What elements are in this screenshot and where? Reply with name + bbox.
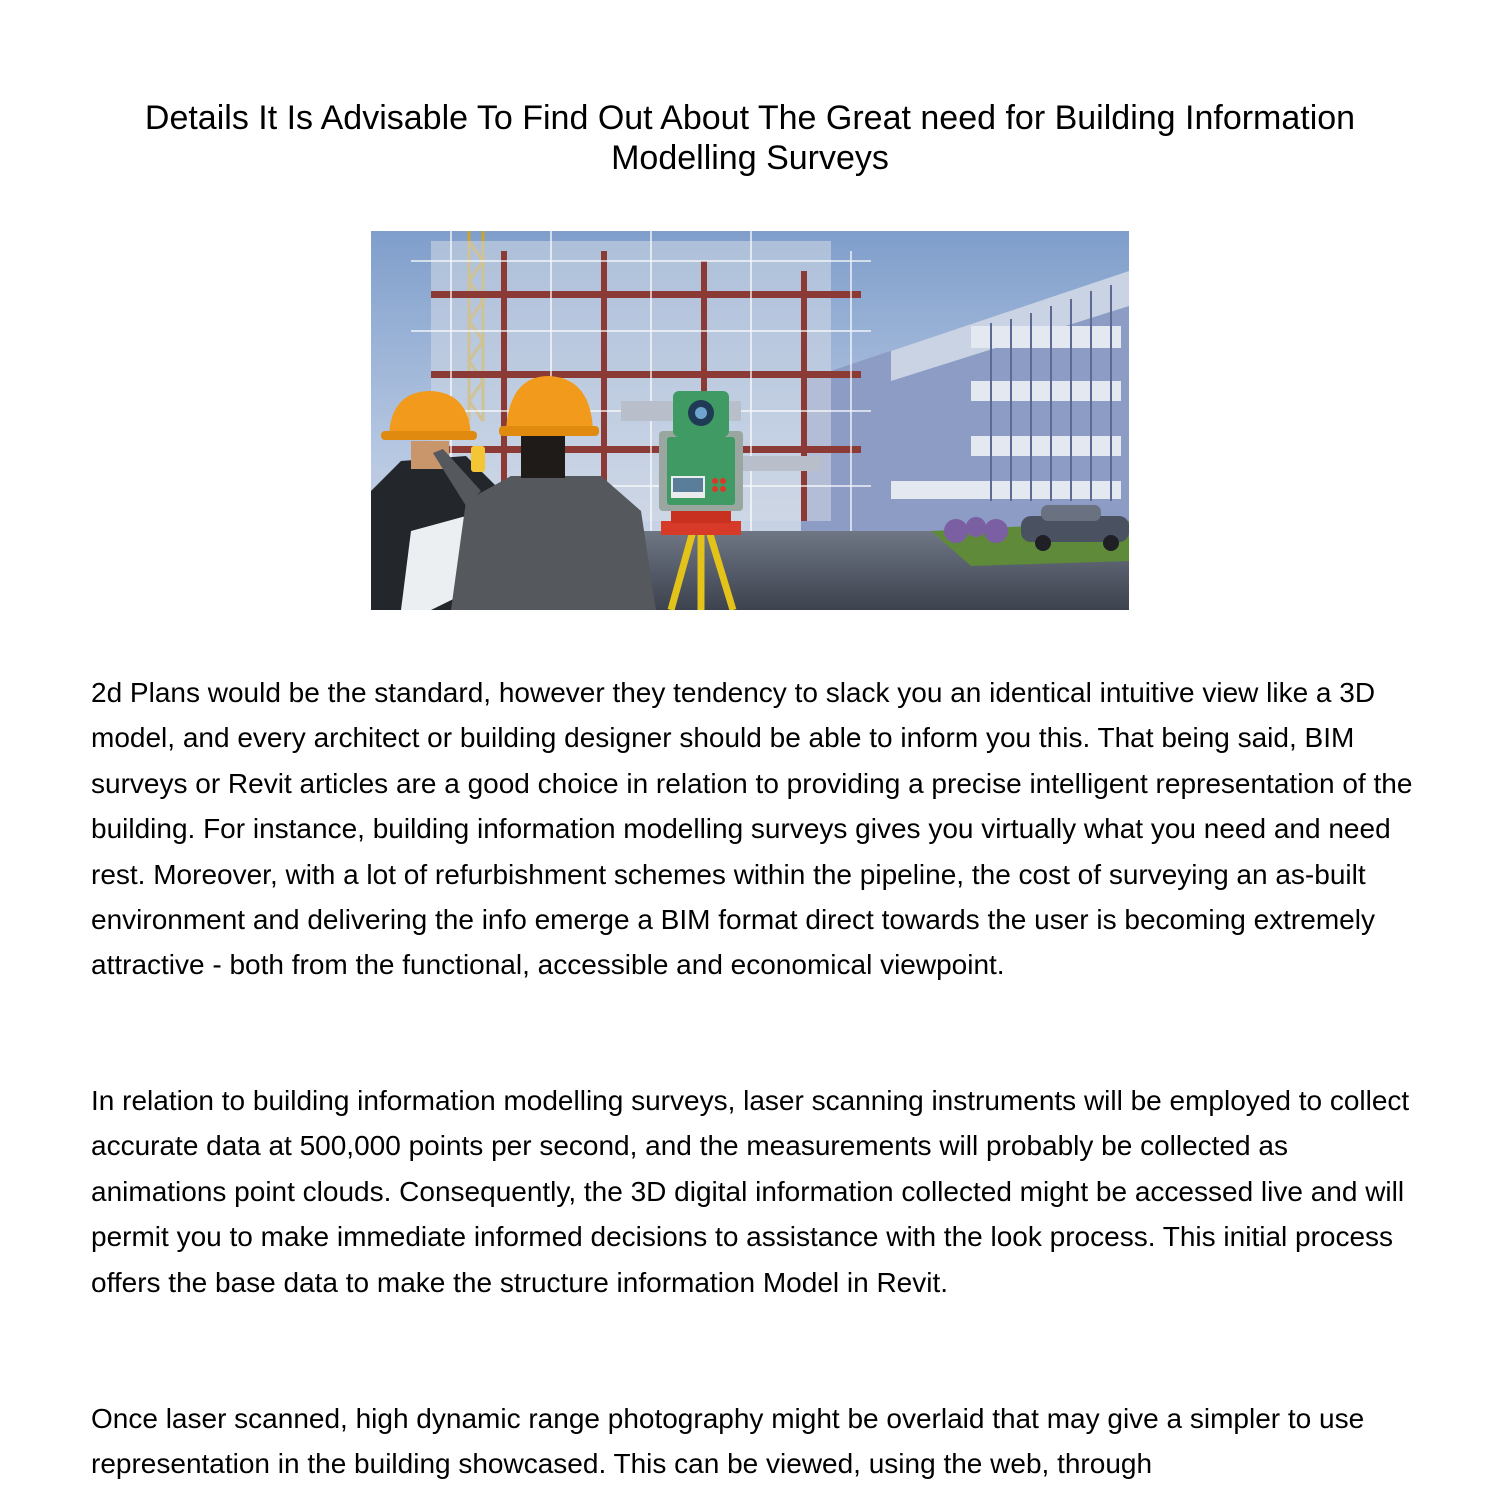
bim-survey-illustration bbox=[371, 231, 1129, 610]
body-paragraph-1: 2d Plans would be the standard, however they tendency to slack you an identical intuitive view like a 3D model, and every architect or building designer should be able to inform you this. That being said, BIM surveys or Revit articles are a good choice in relation to providing a precise intelligent representation of the building. For instance, building information modelling surveys gives you virtually what you need and need rest. Moreover, with a lot of refurbishment schemes within the pipeline, the cost of surveying an as-built environment and delivering the info emerge a BIM format direct towards the user is becoming extremely attractive - both from the functional, accessible and economical viewpoint. bbox=[91, 677, 1413, 981]
body-paragraph-2: In relation to building information modelling surveys, laser scanning instruments will be employed to collect accurate data at 500,000 points per second, and the measurements will probably be collected as animations point clouds. Consequently, the 3D digital information collected might be accessed live and will permit you to make immediate informed decisions to assistance with the look process. This initial process offers the base data to make the structure information Model in Revit. bbox=[91, 1085, 1410, 1298]
body-paragraph-3: Once laser scanned, high dynamic range photography might be overlaid that may give a simpler to use representation in the building showcased. This can be viewed, using the web, through bbox=[91, 1403, 1365, 1480]
page-title: Details It Is Advisable To Find Out About The Great need for Building Information Modelling Surveys bbox=[144, 99, 1356, 177]
